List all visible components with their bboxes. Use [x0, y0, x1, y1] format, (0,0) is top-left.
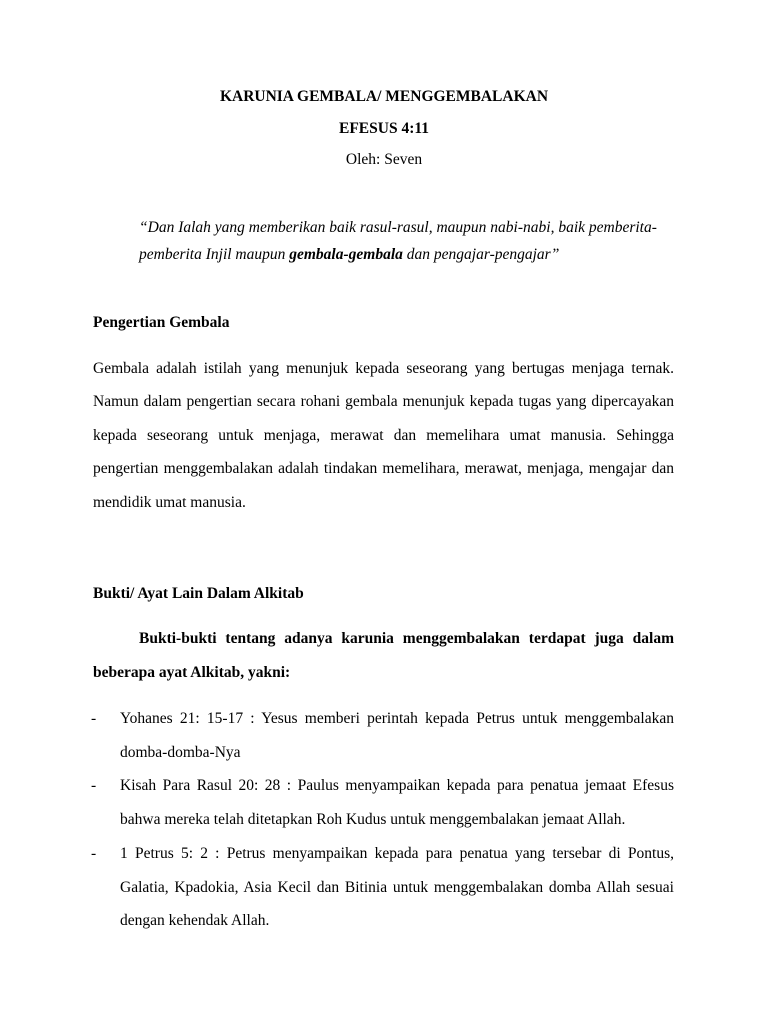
list-bullet: - — [91, 710, 97, 727]
paragraph-line: kepada seseorang untuk menjaga, merawat dan memelihara umat manusia. Sehingga — [93, 427, 674, 444]
section-heading-bukti: Bukti/ Ayat Lain Dalam Alkitab — [93, 585, 304, 602]
intro-line-2: beberapa ayat Alkitab, yakni: — [93, 664, 291, 681]
author-line: Oleh: Seven — [345, 151, 423, 168]
list-item-line: 1 Petrus 5: 2 : Petrus menyampaikan kepada para penatua yang tersebar di Pontus, — [120, 845, 674, 862]
list-item-line: dengan kehendak Allah. — [120, 912, 270, 929]
quote-emphasis: gembala-gembala — [289, 246, 403, 263]
paragraph-line: pengertian menggembalakan adalah tindakan memelihara, merawat, menjaga, mengajar dan — [93, 460, 674, 477]
list-item-line: bahwa mereka telah ditetapkan Roh Kudus untuk menggembalakan jemaat Allah. — [120, 811, 626, 828]
paragraph-line: Gembala adalah istilah yang menunjuk kepada seseorang yang bertugas menjaga ternak. — [93, 360, 674, 377]
scripture-reference: EFESUS 4:11 — [338, 120, 429, 137]
list-item-line: domba-domba-Nya — [120, 744, 241, 761]
quote-line-1: “Dan Ialah yang memberikan baik rasul-rasul, maupun nabi-nabi, baik pemberita- — [139, 219, 657, 236]
section-heading-pengertian: Pengertian Gembala — [93, 314, 230, 331]
list-bullet: - — [91, 845, 97, 862]
list-bullet: - — [91, 777, 97, 794]
document-title: KARUNIA GEMBALA/ MENGGEMBALAKAN — [219, 88, 549, 105]
quote-line-2 — [139, 247, 559, 263]
paragraph-line: Namun dalam pengertian secara rohani gembala menunjuk kepada tugas yang dipercayakan — [93, 393, 674, 410]
quote-text-end: dan pengajar-pengajar” — [402, 246, 560, 263]
list-item-line: Galatia, Kpadokia, Asia Kecil dan Bitinia untuk menggembalakan domba Allah sesuai — [120, 879, 674, 896]
list-item-line: Kisah Para Rasul 20: 28 : Paulus menyampaikan kepada para penatua jemaat Efesus — [120, 777, 674, 794]
paragraph-line: mendidik umat manusia. — [93, 494, 246, 511]
list-item-line: Yohanes 21: 15-17 : Yesus memberi perintah kepada Petrus untuk menggembalakan — [120, 710, 674, 727]
quote-text: pemberita Injil maupun — [139, 246, 290, 263]
intro-line-1: Bukti-bukti tentang adanya karunia menggembalakan terdapat juga dalam — [139, 630, 674, 647]
